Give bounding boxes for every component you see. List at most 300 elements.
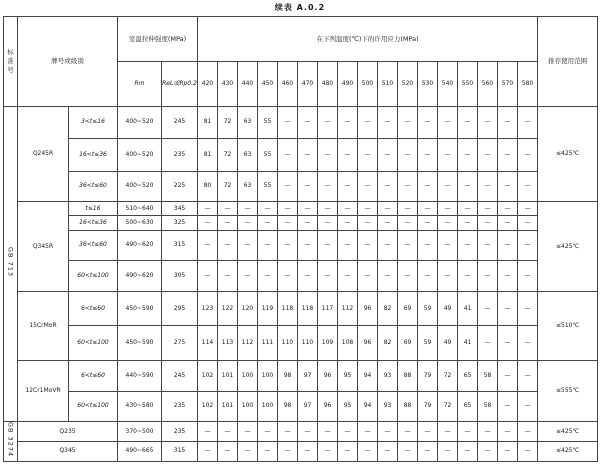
stress-value-cell: — (358, 139, 378, 172)
rm-cell: 450~590 (118, 291, 162, 326)
stress-value-cell: 41 (458, 291, 478, 326)
stress-value-cell: — (498, 230, 518, 261)
header-strength-group: 室温拉伸强度(MPa) (118, 17, 198, 62)
stress-value-cell: — (438, 106, 458, 139)
table-row (4, 139, 598, 172)
stress-value-cell: — (298, 230, 318, 261)
stress-value-cell: — (318, 230, 338, 261)
stress-value-cell: — (418, 202, 438, 216)
stress-value-cell: — (278, 441, 298, 461)
stress-value-cell: — (398, 202, 418, 216)
rm-cell: 440~590 (118, 361, 162, 392)
stress-value-cell: — (498, 216, 518, 230)
rm-cell: 430~580 (118, 391, 162, 422)
stress-value-cell: — (418, 230, 438, 261)
stress-value-cell: — (278, 139, 298, 172)
thickness-cell: 36<t≤60 (69, 171, 118, 202)
stress-value-cell: 94 (358, 391, 378, 422)
stress-value-cell: 93 (378, 361, 398, 392)
stress-value-cell: — (318, 171, 338, 202)
stress-value-cell: 65 (458, 391, 478, 422)
stress-value-cell: — (278, 202, 298, 216)
stress-value-cell: 69 (398, 291, 418, 326)
stress-value-cell: — (418, 106, 438, 139)
stress-value-cell: — (338, 441, 358, 461)
stress-value-cell: — (378, 106, 398, 139)
stress-value-cell: — (378, 422, 398, 442)
stress-value-cell: — (378, 230, 398, 261)
range-cell: ≤555℃ (538, 361, 598, 422)
stress-value-cell: — (518, 202, 538, 216)
stress-value-cell: — (438, 261, 458, 292)
grade-cell: 12Cr1MoVR (18, 361, 69, 422)
stress-value-cell: — (238, 422, 258, 442)
table-row (4, 326, 598, 361)
stress-value-cell: — (278, 422, 298, 442)
thickness-cell: 60<t≤100 (69, 326, 118, 361)
stress-value-cell: 59 (418, 291, 438, 326)
stress-value-cell: — (318, 202, 338, 216)
stress-value-cell: — (478, 216, 498, 230)
stress-value-cell: 72 (438, 361, 458, 392)
stress-value-cell: — (198, 202, 218, 216)
stress-value-cell: — (198, 422, 218, 442)
stress-value-cell: — (378, 261, 398, 292)
stress-value-cell: — (498, 171, 518, 202)
header-standard-no: 标准号 (4, 17, 18, 107)
stress-value-cell: — (438, 139, 458, 172)
stress-value-cell: 112 (338, 291, 358, 326)
stress-value-cell: — (458, 202, 478, 216)
stress-value-cell: — (518, 230, 538, 261)
stress-value-cell: — (298, 202, 318, 216)
stress-value-cell: — (518, 216, 538, 230)
stress-value-cell: — (518, 391, 538, 422)
table-row (4, 216, 598, 230)
rel-cell: 245 (162, 106, 198, 139)
stress-value-cell: 63 (238, 106, 258, 139)
thickness-cell: 60<t≤100 (69, 391, 118, 422)
stress-value-cell: 123 (198, 291, 218, 326)
stress-value-cell: — (258, 441, 278, 461)
stress-value-cell: — (278, 106, 298, 139)
rm-cell: 490~665 (118, 441, 162, 461)
stress-value-cell: 72 (438, 391, 458, 422)
stress-value-cell: — (318, 216, 338, 230)
stress-value-cell: — (358, 422, 378, 442)
grade-cell: Q245R (18, 106, 69, 202)
temp-header: 560 (478, 61, 498, 106)
stress-value-cell: — (338, 216, 358, 230)
stress-value-cell: 95 (338, 361, 358, 392)
stress-value-cell: 102 (198, 391, 218, 422)
stress-value-cell: — (218, 216, 238, 230)
stress-value-cell: 100 (238, 361, 258, 392)
stress-value-cell: 112 (238, 326, 258, 361)
stress-value-cell: 118 (298, 291, 318, 326)
stress-value-cell: — (298, 441, 318, 461)
stress-value-cell: 100 (238, 391, 258, 422)
stress-value-cell: — (258, 261, 278, 292)
stress-value-cell: — (458, 261, 478, 292)
stress-value-cell: 65 (458, 361, 478, 392)
stress-value-cell: 110 (298, 326, 318, 361)
stress-value-cell: — (418, 216, 438, 230)
stress-value-cell: — (418, 441, 438, 461)
stress-value-cell: — (498, 202, 518, 216)
stress-value-cell: — (458, 139, 478, 172)
rel-cell: 275 (162, 326, 198, 361)
stress-value-cell: — (238, 202, 258, 216)
stress-value-cell: 79 (418, 361, 438, 392)
stress-value-cell: — (298, 422, 318, 442)
stress-value-cell: — (298, 139, 318, 172)
rel-cell: 295 (162, 291, 198, 326)
stress-value-cell: — (498, 261, 518, 292)
stress-value-cell: 102 (198, 361, 218, 392)
stress-value-cell: — (498, 361, 518, 392)
temp-header: 580 (518, 61, 538, 106)
stress-value-cell: — (198, 261, 218, 292)
rel-cell: 325 (162, 216, 198, 230)
stress-value-cell: 119 (258, 291, 278, 326)
stress-value-cell: — (438, 171, 458, 202)
stress-value-cell: — (198, 441, 218, 461)
temp-header: 420 (198, 61, 218, 106)
stress-value-cell: 63 (238, 171, 258, 202)
stress-value-cell: — (398, 216, 418, 230)
stress-value-cell: — (258, 230, 278, 261)
stress-value-cell: — (278, 261, 298, 292)
stress-value-cell: — (398, 441, 418, 461)
table-row (4, 422, 598, 442)
stress-value-cell: 122 (218, 291, 238, 326)
stress-value-cell: — (498, 139, 518, 172)
table-caption: 续表 A.0.2 (274, 3, 326, 12)
rm-cell: 490~620 (118, 261, 162, 292)
header-range: 推荐使用范围 (538, 17, 598, 107)
thickness-cell: 60<t≤100 (69, 261, 118, 292)
rel-cell: 235 (162, 391, 198, 422)
stress-value-cell: — (438, 441, 458, 461)
stress-value-cell: — (218, 261, 238, 292)
grade-cell: Q345R (18, 202, 69, 292)
stress-value-cell: — (398, 106, 418, 139)
rel-cell: 235 (162, 139, 198, 172)
stress-value-cell: — (358, 216, 378, 230)
header-stress-group: 在下列温度(℃)下的许用应力(MPa) (198, 17, 538, 62)
stress-value-cell: — (438, 216, 458, 230)
stress-value-cell: 69 (398, 326, 418, 361)
stress-value-cell: 108 (338, 326, 358, 361)
stress-value-cell: — (518, 291, 538, 326)
stress-value-cell: — (518, 139, 538, 172)
stress-value-cell: 82 (378, 326, 398, 361)
stress-value-cell: — (498, 441, 518, 461)
stress-value-cell: — (398, 171, 418, 202)
stress-value-cell: — (238, 441, 258, 461)
stress-value-cell: — (298, 171, 318, 202)
stress-value-cell: — (478, 261, 498, 292)
table-row (4, 171, 598, 202)
table-row (4, 291, 598, 326)
temp-header: 430 (218, 61, 238, 106)
stress-value-cell: — (458, 441, 478, 461)
stress-value-cell: — (338, 106, 358, 139)
stress-value-cell: — (438, 422, 458, 442)
stress-value-cell: — (198, 230, 218, 261)
stress-value-cell: 72 (218, 139, 238, 172)
stress-value-cell: — (358, 171, 378, 202)
stress-value-cell: 79 (418, 391, 438, 422)
header-grade: 牌号或级别 (18, 17, 118, 107)
stress-value-cell: — (498, 391, 518, 422)
rel-cell: 345 (162, 202, 198, 216)
header-rel: ReL或Rp0.2 (162, 61, 198, 106)
stress-value-cell: — (478, 106, 498, 139)
stress-value-cell: — (358, 230, 378, 261)
stress-value-cell: 58 (478, 391, 498, 422)
rel-cell: 315 (162, 230, 198, 261)
stress-value-cell: — (198, 216, 218, 230)
stress-value-cell: — (318, 261, 338, 292)
rm-cell: 490~620 (118, 230, 162, 261)
temp-header: 520 (398, 61, 418, 106)
stress-value-cell: — (518, 171, 538, 202)
stress-value-cell: — (278, 230, 298, 261)
stress-value-cell: — (498, 326, 518, 361)
stress-value-cell: — (278, 171, 298, 202)
stress-value-cell: — (358, 106, 378, 139)
stress-value-cell: 97 (298, 361, 318, 392)
stress-value-cell: — (238, 230, 258, 261)
stress-value-cell: — (418, 171, 438, 202)
temp-header: 540 (438, 61, 458, 106)
stress-value-cell: — (378, 171, 398, 202)
stress-value-cell: 49 (438, 291, 458, 326)
stress-value-cell: — (318, 139, 338, 172)
thickness-cell: t≤16 (69, 202, 118, 216)
stress-value-cell: — (338, 139, 358, 172)
stress-value-cell: — (358, 261, 378, 292)
thickness-cell: 3<t≤16 (69, 106, 118, 139)
temp-header: 450 (258, 61, 278, 106)
thickness-cell: 6<t≤60 (69, 361, 118, 392)
table-row (4, 361, 598, 392)
stress-value-cell: — (438, 230, 458, 261)
stress-value-cell: — (378, 202, 398, 216)
stress-value-cell: — (478, 139, 498, 172)
stress-value-cell: — (458, 106, 478, 139)
stress-value-cell: — (318, 106, 338, 139)
rm-cell: 400~520 (118, 139, 162, 172)
temp-header: 570 (498, 61, 518, 106)
stress-value-cell: 100 (258, 391, 278, 422)
stress-value-cell: — (518, 422, 538, 442)
stress-value-cell: — (258, 216, 278, 230)
grade-cell: Q235 (18, 422, 118, 442)
stress-value-cell: — (418, 422, 438, 442)
standard-number: GB 3274 (4, 422, 18, 462)
stress-value-cell: 118 (278, 291, 298, 326)
stress-value-cell: — (358, 202, 378, 216)
stress-value-cell: — (218, 441, 238, 461)
stress-value-cell: — (518, 261, 538, 292)
stress-value-cell: 94 (358, 361, 378, 392)
stress-value-cell: — (478, 202, 498, 216)
stress-value-cell: — (478, 230, 498, 261)
stress-value-cell: 63 (238, 139, 258, 172)
stress-value-cell: — (498, 106, 518, 139)
stress-value-cell: 88 (398, 391, 418, 422)
temp-header: 500 (358, 61, 378, 106)
stress-value-cell: — (478, 171, 498, 202)
rel-cell: 305 (162, 261, 198, 292)
stress-value-cell: 81 (198, 139, 218, 172)
stress-value-cell: — (458, 171, 478, 202)
table-row (4, 202, 598, 216)
stress-value-cell: — (518, 106, 538, 139)
stress-value-cell: 96 (318, 361, 338, 392)
stress-value-cell: — (238, 216, 258, 230)
table-row (4, 230, 598, 261)
thickness-cell: 16<t≤36 (69, 216, 118, 230)
stress-value-cell: — (218, 202, 238, 216)
range-cell: ≤425℃ (538, 441, 598, 461)
thickness-cell: 16<t≤36 (69, 139, 118, 172)
stress-value-cell: — (298, 261, 318, 292)
stress-value-cell: 96 (358, 291, 378, 326)
stress-value-cell: 96 (358, 326, 378, 361)
range-cell: ≤510℃ (538, 291, 598, 360)
stress-value-cell: — (338, 422, 358, 442)
rm-cell: 400~520 (118, 171, 162, 202)
stress-value-cell: — (478, 291, 498, 326)
stress-value-cell: — (478, 326, 498, 361)
stress-value-cell: 82 (378, 291, 398, 326)
temp-header: 480 (318, 61, 338, 106)
range-cell: ≤425℃ (538, 422, 598, 442)
stress-value-cell: — (218, 230, 238, 261)
range-cell: ≤425℃ (538, 202, 598, 292)
stress-value-cell: 98 (278, 361, 298, 392)
stress-value-cell: — (398, 230, 418, 261)
stress-value-cell: — (398, 139, 418, 172)
stress-value-cell: 120 (238, 291, 258, 326)
stress-value-cell: — (498, 291, 518, 326)
stress-value-cell: — (338, 230, 358, 261)
stress-value-cell: — (458, 230, 478, 261)
stress-value-cell: 113 (218, 326, 238, 361)
stress-value-cell: — (418, 261, 438, 292)
header-rm: Rm (118, 61, 162, 106)
rel-cell: 245 (162, 361, 198, 392)
stress-value-cell: 59 (418, 326, 438, 361)
stress-value-cell: — (518, 441, 538, 461)
stress-value-cell: 93 (378, 391, 398, 422)
stress-value-cell: — (218, 422, 238, 442)
stress-value-cell: — (298, 216, 318, 230)
stress-value-cell: — (278, 216, 298, 230)
temp-header: 550 (458, 61, 478, 106)
stress-value-cell: — (238, 261, 258, 292)
temp-header: 490 (338, 61, 358, 106)
stress-value-cell: 88 (398, 361, 418, 392)
grade-cell: Q345 (18, 441, 118, 461)
rm-cell: 500~630 (118, 216, 162, 230)
stress-value-cell: — (518, 361, 538, 392)
stress-value-cell: 101 (218, 391, 238, 422)
stress-value-cell: — (338, 171, 358, 202)
rel-cell: 235 (162, 422, 198, 442)
stress-value-cell: 97 (298, 391, 318, 422)
stress-value-cell: 101 (218, 361, 238, 392)
allowable-stress-table (3, 16, 598, 462)
grade-cell: 15CrMoR (18, 291, 69, 360)
stress-value-cell: — (318, 422, 338, 442)
stress-value-cell: 72 (218, 171, 238, 202)
stress-value-cell: — (358, 441, 378, 461)
stress-value-cell: 100 (258, 361, 278, 392)
stress-value-cell: — (378, 441, 398, 461)
stress-value-cell: — (438, 202, 458, 216)
stress-value-cell: 55 (258, 106, 278, 139)
stress-value-cell: — (318, 441, 338, 461)
stress-value-cell: 109 (318, 326, 338, 361)
thickness-cell: 6<t≤60 (69, 291, 118, 326)
table-row (4, 106, 598, 139)
stress-value-cell: — (378, 216, 398, 230)
stress-value-cell: 117 (318, 291, 338, 326)
table-row (4, 441, 598, 461)
range-cell: ≤425℃ (538, 106, 598, 202)
stress-value-cell: 111 (258, 326, 278, 361)
stress-value-cell: — (398, 422, 418, 442)
rm-cell: 450~590 (118, 326, 162, 361)
rm-cell: 400~520 (118, 106, 162, 139)
temp-header: 460 (278, 61, 298, 106)
temp-header: 440 (238, 61, 258, 106)
stress-value-cell: — (458, 216, 478, 230)
rm-cell: 510~640 (118, 202, 162, 216)
temp-header: 530 (418, 61, 438, 106)
stress-value-cell: 55 (258, 139, 278, 172)
stress-value-cell: 41 (458, 326, 478, 361)
rel-cell: 225 (162, 171, 198, 202)
stress-value-cell: — (258, 422, 278, 442)
stress-value-cell: — (518, 326, 538, 361)
table-row (4, 391, 598, 422)
stress-value-cell: 49 (438, 326, 458, 361)
stress-value-cell: — (338, 202, 358, 216)
stress-value-cell: — (478, 441, 498, 461)
stress-value-cell: 96 (318, 391, 338, 422)
stress-value-cell: — (458, 422, 478, 442)
stress-value-cell: 110 (278, 326, 298, 361)
stress-value-cell: 72 (218, 106, 238, 139)
stress-value-cell: 55 (258, 171, 278, 202)
temp-header: 470 (298, 61, 318, 106)
stress-value-cell: — (298, 106, 318, 139)
stress-value-cell: — (418, 139, 438, 172)
rm-cell: 370~500 (118, 422, 162, 442)
stress-value-cell: 95 (338, 391, 358, 422)
stress-value-cell: — (378, 139, 398, 172)
stress-value-cell: 80 (198, 171, 218, 202)
stress-value-cell: — (258, 202, 278, 216)
stress-value-cell: 98 (278, 391, 298, 422)
table-row (4, 261, 598, 292)
